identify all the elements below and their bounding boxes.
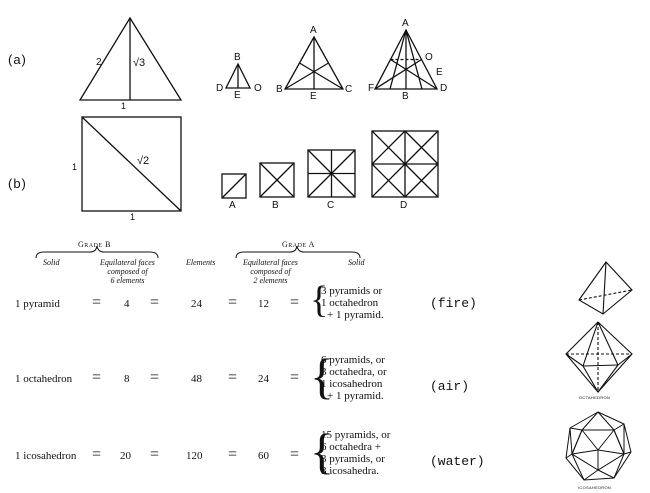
mid-b: B [276,84,283,95]
equals-sign: = [150,294,160,311]
large-b: B [402,91,409,102]
element-label: (air) [430,379,470,394]
mid-a: A [310,25,317,36]
side-label: 2 [96,57,102,68]
curly-brace: { [310,423,334,479]
base-label: 1 [121,101,127,111]
row-name: 1 pyramid [15,298,60,310]
mid-c: C [345,84,353,95]
col-solid: Solid [43,258,60,267]
square-c [308,150,355,197]
icosahedron-drawing [566,412,631,480]
mid-triangle [285,37,343,89]
col-solid2: Solid [348,258,365,267]
equals-sign: = [290,369,300,386]
equals-sign: = [150,369,160,386]
equals-sign: = [92,369,102,386]
mid-e: E [310,91,317,102]
row-faces2: 12 [258,298,269,310]
equals-sign: = [92,446,102,463]
square-d-label: D [400,200,408,211]
col-elements: Elements [186,258,216,267]
height-label: √3 [133,57,146,69]
square-b [260,163,294,197]
row-faces2: 60 [258,450,269,462]
row-faces6: 8 [124,373,130,385]
element-label: (water) [430,454,485,469]
square-d [372,131,438,197]
square-a-label: A [229,200,236,211]
row-elements: 24 [191,298,202,310]
equals-sign: = [290,446,300,463]
label-a: (a) [8,52,27,67]
large-f: F [368,83,375,94]
equals-sign: = [228,446,238,463]
row-name: 1 icosahedron [15,450,77,462]
square-base-label: 1 [130,212,136,222]
row-name: 1 octahedron [15,373,73,385]
icosahedron-caption: ICOSAHEDRON [578,485,612,490]
equals-sign: = [150,446,160,463]
big-square [82,117,181,211]
curly-brace: { [310,279,329,321]
square-side-label: 1 [72,162,78,172]
square-c-label: C [327,200,335,211]
row-solid: 15 pyramids, or 6 octahedra + 3 pyramids, or 3 icosahedra. [321,429,391,477]
small-triangle [226,64,250,88]
row-faces2: 24 [258,373,269,385]
equals-sign: = [290,294,300,311]
small-d: D [216,83,224,94]
small-e: E [234,90,241,101]
square-a [222,174,246,198]
equals-sign: = [92,294,102,311]
equals-sign: = [228,369,238,386]
row-solid: 6 pyramids, or 3 octahedra, or 1 icosahedron + 1 pyramid. [321,354,387,402]
large-d: D [440,83,448,94]
grade-a-header: Grade A [282,240,315,249]
row-elements: 120 [186,450,203,462]
curly-brace: { [310,348,334,404]
row-solid: 3 pyramids or 1 octahedron + 1 pyramid. [321,285,384,321]
diag-label: √2 [137,155,150,167]
large-o: O [425,52,433,63]
grade-b-header: Grade B [78,240,111,249]
row-faces6: 4 [124,298,130,310]
tetrahedron-drawing [579,262,632,314]
square-b-label: B [272,200,279,211]
large-a: A [402,18,409,29]
element-label: (fire) [430,296,477,311]
col-faces2: Equilateral faces composed of 2 elements [243,258,298,285]
octahedron-drawing [566,322,632,392]
row-faces6: 20 [120,450,131,462]
label-b: (b) [8,176,27,191]
col-faces6: Equilateral faces composed of 6 elements [100,258,155,285]
small-b: B [234,52,241,63]
octahedron-caption: OCTAHEDRON [579,395,611,400]
large-e: E [436,67,443,78]
equals-sign: = [228,294,238,311]
small-o: O [254,83,262,94]
row-elements: 48 [191,373,202,385]
